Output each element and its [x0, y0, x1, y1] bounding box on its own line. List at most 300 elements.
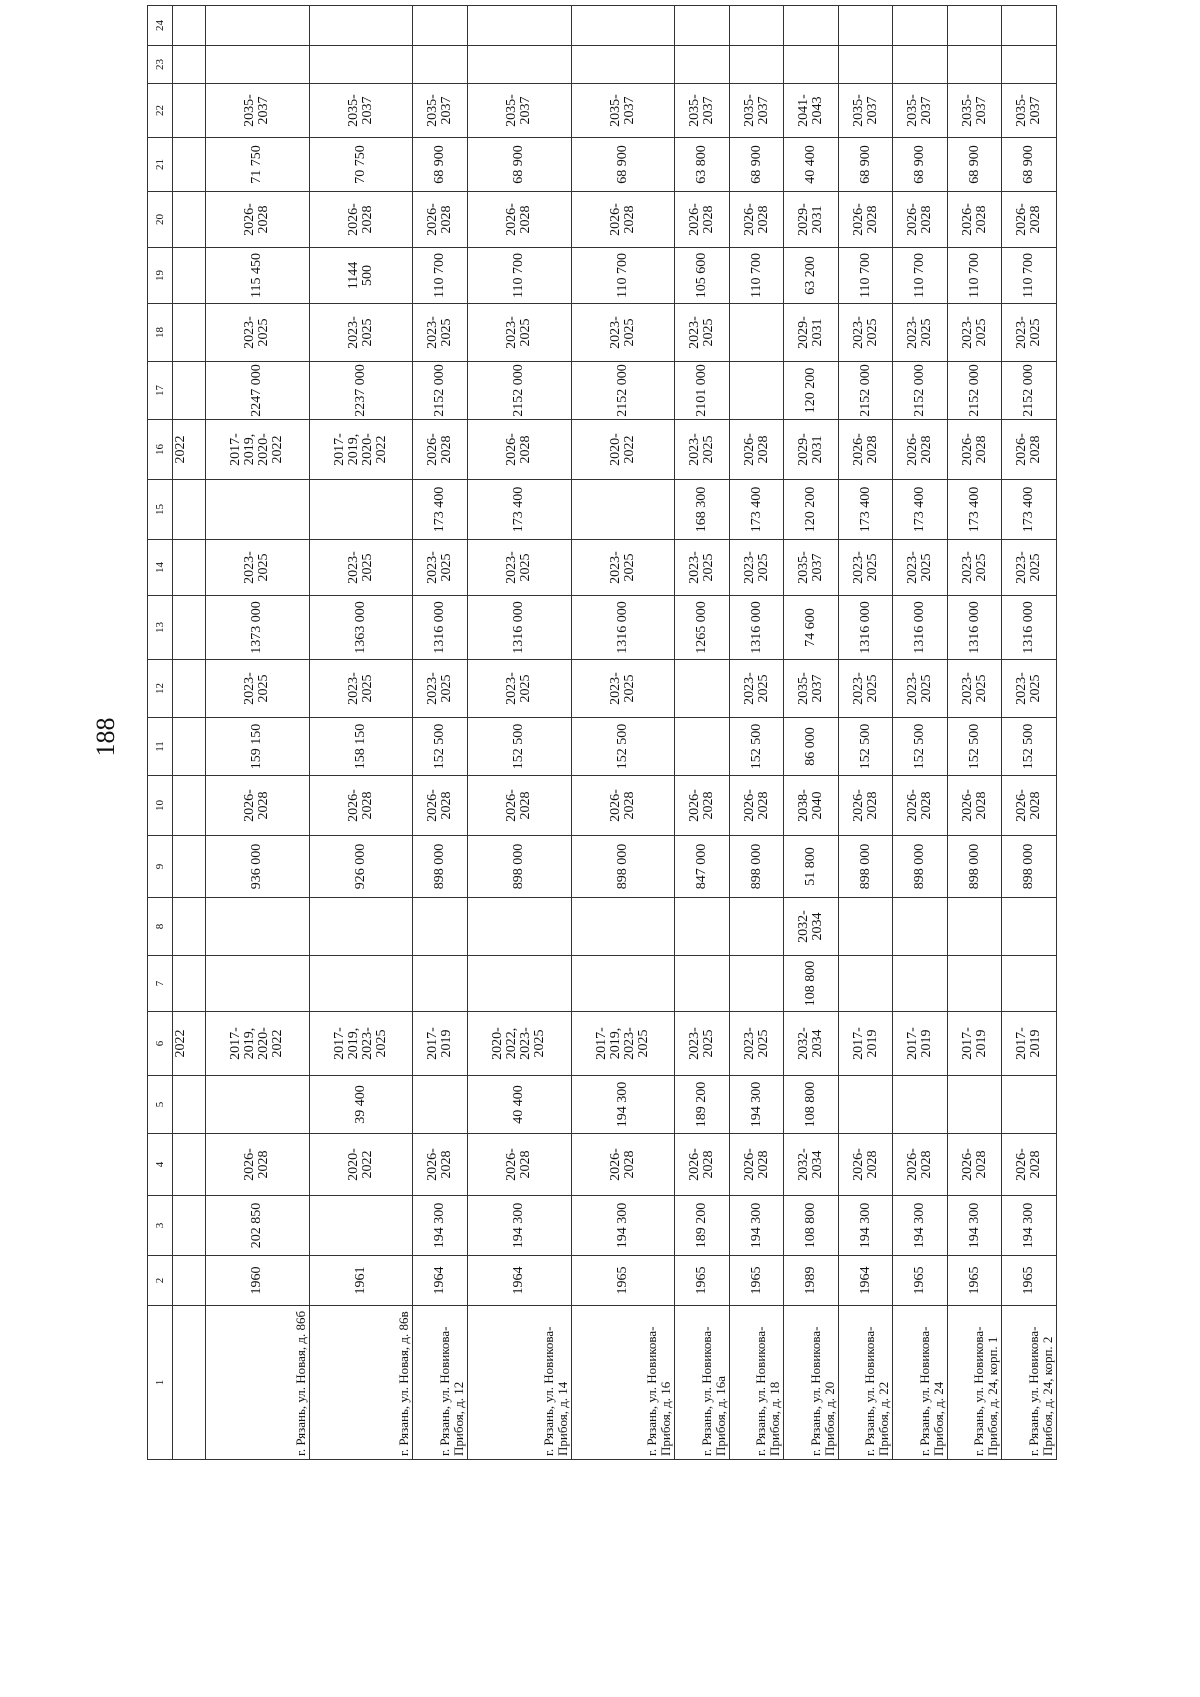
address-cell: г. Рязань, ул. Новая, д. 86в — [309, 1306, 413, 1460]
value-cell: 2152 000 — [467, 362, 571, 420]
value-cell: 2017-2019 — [947, 1012, 1002, 1076]
value-cell: 68 900 — [413, 138, 468, 192]
value-cell: 152 500 — [893, 718, 948, 776]
value-cell: 1965 — [1002, 1256, 1057, 1306]
value-cell: 1316 000 — [1002, 596, 1057, 660]
value-cell: 2032-2034 — [784, 1012, 839, 1076]
value-cell: 194 300 — [729, 1076, 784, 1134]
value-cell: 2035-2037 — [1002, 84, 1057, 138]
value-cell: 152 500 — [467, 718, 571, 776]
value-cell: 2023-2025 — [413, 540, 468, 596]
value-cell: 898 000 — [893, 836, 948, 898]
value-cell: 2026-2028 — [413, 192, 468, 248]
value-cell: 2035-2037 — [675, 84, 730, 138]
value-cell — [893, 898, 948, 956]
year-cell — [173, 46, 206, 84]
value-cell — [675, 898, 730, 956]
value-cell: 2101 000 — [675, 362, 730, 420]
value-cell — [571, 46, 675, 84]
value-cell — [467, 898, 571, 956]
table-row — [206, 6, 310, 1460]
value-cell: 2026-2028 — [838, 1134, 893, 1196]
value-cell — [947, 956, 1002, 1012]
value-cell: 40 400 — [467, 1076, 571, 1134]
value-cell: 2026-2028 — [838, 776, 893, 836]
value-cell: 108 800 — [784, 1076, 839, 1134]
value-cell — [206, 1076, 310, 1134]
address-cell: г. Рязань, ул. Новикова-Прибоя, д. 24 — [893, 1306, 948, 1460]
value-cell: 74 600 — [784, 596, 839, 660]
value-cell: 1316 000 — [893, 596, 948, 660]
year-cell — [173, 304, 206, 362]
value-cell: 2020-2022, 2023-2025 — [467, 1012, 571, 1076]
value-cell: 2026-2028 — [206, 1134, 310, 1196]
value-cell — [309, 898, 413, 956]
column-number-cell: 16 — [148, 420, 173, 480]
value-cell: 2023-2025 — [571, 540, 675, 596]
value-cell — [947, 1076, 1002, 1134]
value-cell: 110 700 — [571, 248, 675, 304]
address-cell: г. Рязань, ул. Новикова-Прибоя, д. 24, корп. 1 — [947, 1306, 1002, 1460]
column-number-row — [148, 6, 173, 1460]
value-cell: 2023-2025 — [729, 1012, 784, 1076]
value-cell: 1965 — [947, 1256, 1002, 1306]
column-number-cell: 15 — [148, 480, 173, 540]
value-cell: 1965 — [729, 1256, 784, 1306]
value-cell: 2023-2025 — [675, 304, 730, 362]
value-cell: 2023-2025 — [675, 1012, 730, 1076]
value-cell: 2026-2028 — [947, 420, 1002, 480]
column-number-cell: 17 — [148, 362, 173, 420]
value-cell: 68 900 — [947, 138, 1002, 192]
value-cell — [675, 956, 730, 1012]
value-cell: 39 400 — [309, 1076, 413, 1134]
value-cell: 40 400 — [784, 138, 839, 192]
column-number-cell: 14 — [148, 540, 173, 596]
value-cell: 2023-2025 — [206, 304, 310, 362]
value-cell: 2023-2025 — [729, 540, 784, 596]
table-row — [467, 6, 571, 1460]
value-cell: 86 000 — [784, 718, 839, 776]
value-cell — [1002, 6, 1057, 46]
value-cell: 2026-2028 — [413, 1134, 468, 1196]
value-cell: 1144 500 — [309, 248, 413, 304]
table-row — [784, 6, 839, 1460]
value-cell: 2023-2025 — [413, 304, 468, 362]
value-cell: 173 400 — [467, 480, 571, 540]
value-cell: 194 300 — [893, 1196, 948, 1256]
value-cell — [571, 956, 675, 1012]
table-row — [947, 6, 1002, 1460]
column-number-cell: 2 — [148, 1256, 173, 1306]
value-cell — [571, 480, 675, 540]
value-cell — [1002, 956, 1057, 1012]
column-number-cell: 10 — [148, 776, 173, 836]
value-cell — [729, 6, 784, 46]
value-cell: 68 900 — [1002, 138, 1057, 192]
value-cell: 1316 000 — [571, 596, 675, 660]
value-cell: 158 150 — [309, 718, 413, 776]
year-cell — [173, 596, 206, 660]
value-cell — [206, 480, 310, 540]
value-cell: 2020-2022 — [571, 420, 675, 480]
value-cell: 71 750 — [206, 138, 310, 192]
value-cell: 2026-2028 — [206, 776, 310, 836]
value-cell: 194 300 — [467, 1196, 571, 1256]
value-cell: 926 000 — [309, 836, 413, 898]
value-cell: 2023-2025 — [467, 540, 571, 596]
value-cell: 2026-2028 — [947, 1134, 1002, 1196]
value-cell: 2023-2025 — [838, 540, 893, 596]
value-cell: 898 000 — [571, 836, 675, 898]
year-cell: 2022 — [173, 420, 206, 480]
value-cell — [206, 46, 310, 84]
value-cell: 2023-2025 — [1002, 660, 1057, 718]
value-cell: 2017-2019, 2020-2022 — [206, 1012, 310, 1076]
value-cell: 2017-2019, 2023-2025 — [571, 1012, 675, 1076]
value-cell: 2035-2037 — [413, 84, 468, 138]
value-cell — [893, 6, 948, 46]
value-cell: 2017-2019, 2020-2022 — [309, 420, 413, 480]
value-cell: 63 200 — [784, 248, 839, 304]
value-cell: 152 500 — [571, 718, 675, 776]
table-row — [1002, 6, 1057, 1460]
value-cell: 2026-2028 — [1002, 1134, 1057, 1196]
value-cell: 2247 000 — [206, 362, 310, 420]
value-cell: 1965 — [675, 1256, 730, 1306]
value-cell: 2026-2028 — [838, 192, 893, 248]
value-cell: 2023-2025 — [838, 660, 893, 718]
value-cell: 898 000 — [838, 836, 893, 898]
value-cell: 2152 000 — [413, 362, 468, 420]
value-cell: 2017-2019, 2020-2022 — [206, 420, 310, 480]
column-number-cell: 24 — [148, 6, 173, 46]
value-cell: 2026-2028 — [571, 776, 675, 836]
year-cell — [173, 776, 206, 836]
value-cell — [413, 6, 468, 46]
value-cell: 189 200 — [675, 1076, 730, 1134]
value-cell: 2026-2028 — [729, 1134, 784, 1196]
value-cell — [838, 46, 893, 84]
value-cell — [206, 956, 310, 1012]
value-cell: 2017-2019 — [838, 1012, 893, 1076]
value-cell — [675, 660, 730, 718]
value-cell — [784, 46, 839, 84]
value-cell: 2026-2028 — [947, 192, 1002, 248]
address-cell: г. Рязань, ул. Новикова-Прибоя, д. 20 — [784, 1306, 839, 1460]
year-cell — [173, 84, 206, 138]
value-cell: 68 900 — [571, 138, 675, 192]
value-cell: 2017-2019, 2023-2025 — [309, 1012, 413, 1076]
value-cell — [893, 1076, 948, 1134]
year-cell — [173, 1076, 206, 1134]
column-number-cell: 12 — [148, 660, 173, 718]
value-cell — [893, 46, 948, 84]
value-cell — [838, 6, 893, 46]
value-cell: 120 200 — [784, 480, 839, 540]
value-cell: 68 900 — [467, 138, 571, 192]
value-cell — [467, 6, 571, 46]
column-number-cell: 7 — [148, 956, 173, 1012]
value-cell — [729, 956, 784, 1012]
value-cell — [675, 46, 730, 84]
value-cell — [675, 6, 730, 46]
value-cell: 173 400 — [838, 480, 893, 540]
value-cell: 152 500 — [947, 718, 1002, 776]
value-cell — [309, 1196, 413, 1256]
value-cell: 2152 000 — [571, 362, 675, 420]
value-cell: 2038-2040 — [784, 776, 839, 836]
value-cell: 2035-2037 — [784, 540, 839, 596]
address-cell: г. Рязань, ул. Новикова-Прибоя, д. 18 — [729, 1306, 784, 1460]
value-cell — [893, 956, 948, 1012]
value-cell — [571, 898, 675, 956]
value-cell: 152 500 — [1002, 718, 1057, 776]
value-cell — [309, 6, 413, 46]
value-cell: 2023-2025 — [947, 540, 1002, 596]
value-cell — [413, 46, 468, 84]
value-cell: 2023-2025 — [729, 660, 784, 718]
value-cell — [413, 1076, 468, 1134]
value-cell: 110 700 — [413, 248, 468, 304]
value-cell — [729, 46, 784, 84]
value-cell — [947, 898, 1002, 956]
year-cell — [173, 660, 206, 718]
value-cell — [675, 718, 730, 776]
table-row — [309, 6, 413, 1460]
value-cell: 120 200 — [784, 362, 839, 420]
value-cell: 1961 — [309, 1256, 413, 1306]
year-cell — [173, 480, 206, 540]
value-cell: 194 300 — [571, 1196, 675, 1256]
table-row — [893, 6, 948, 1460]
value-cell: 2023-2025 — [467, 660, 571, 718]
value-cell: 1316 000 — [838, 596, 893, 660]
value-cell — [729, 898, 784, 956]
value-cell: 2026-2028 — [675, 192, 730, 248]
value-cell: 2026-2028 — [467, 192, 571, 248]
value-cell: 2026-2028 — [413, 420, 468, 480]
value-cell: 2237 000 — [309, 362, 413, 420]
value-cell: 152 500 — [729, 718, 784, 776]
value-cell — [838, 1076, 893, 1134]
value-cell: 152 500 — [413, 718, 468, 776]
column-number-cell: 21 — [148, 138, 173, 192]
year-cell — [173, 718, 206, 776]
column-number-cell: 13 — [148, 596, 173, 660]
value-cell — [206, 6, 310, 46]
value-cell: 898 000 — [1002, 836, 1057, 898]
address-cell: г. Рязань, ул. Новикова-Прибоя, д. 16 — [571, 1306, 675, 1460]
data-table — [147, 5, 1057, 1460]
value-cell — [1002, 46, 1057, 84]
value-cell — [1002, 1076, 1057, 1134]
value-cell — [838, 956, 893, 1012]
year-cell — [173, 540, 206, 596]
value-cell: 847 000 — [675, 836, 730, 898]
value-cell: 1964 — [467, 1256, 571, 1306]
value-cell: 2026-2028 — [893, 420, 948, 480]
year-cell — [173, 898, 206, 956]
value-cell: 2152 000 — [947, 362, 1002, 420]
column-number-cell: 23 — [148, 46, 173, 84]
value-cell — [947, 6, 1002, 46]
value-cell: 173 400 — [1002, 480, 1057, 540]
value-cell: 2035-2037 — [838, 84, 893, 138]
address-cell: г. Рязань, ул. Новикова-Прибоя, д. 12 — [413, 1306, 468, 1460]
year-cell — [173, 956, 206, 1012]
column-number-cell: 20 — [148, 192, 173, 248]
value-cell: 2026-2028 — [571, 192, 675, 248]
value-cell: 2026-2028 — [947, 776, 1002, 836]
value-cell: 110 700 — [1002, 248, 1057, 304]
value-cell: 1964 — [413, 1256, 468, 1306]
value-cell: 2035-2037 — [893, 84, 948, 138]
year-cell — [173, 192, 206, 248]
address-cell: г. Рязань, ул. Новикова-Прибоя, д. 24, корп. 2 — [1002, 1306, 1057, 1460]
value-cell: 2026-2028 — [729, 192, 784, 248]
value-cell: 2035-2037 — [784, 660, 839, 718]
value-cell: 2026-2028 — [413, 776, 468, 836]
table-row — [413, 6, 468, 1460]
value-cell: 2035-2037 — [571, 84, 675, 138]
value-cell: 898 000 — [947, 836, 1002, 898]
value-cell — [413, 898, 468, 956]
value-cell — [729, 362, 784, 420]
column-number-cell: 3 — [148, 1196, 173, 1256]
value-cell: 898 000 — [413, 836, 468, 898]
value-cell: 68 900 — [729, 138, 784, 192]
page-number: 188 — [91, 717, 120, 757]
value-cell — [1002, 898, 1057, 956]
value-cell: 202 850 — [206, 1196, 310, 1256]
value-cell: 2017-2019 — [413, 1012, 468, 1076]
value-cell: 1316 000 — [947, 596, 1002, 660]
value-cell: 2041-2043 — [784, 84, 839, 138]
table-row — [729, 6, 784, 1460]
year-cell — [173, 6, 206, 46]
value-cell: 2023-2025 — [893, 660, 948, 718]
value-cell: 2026-2028 — [1002, 420, 1057, 480]
value-cell: 194 300 — [947, 1196, 1002, 1256]
value-cell: 2026-2028 — [467, 420, 571, 480]
column-number-cell: 1 — [148, 1306, 173, 1460]
year-cell: 2022 — [173, 1012, 206, 1076]
value-cell: 173 400 — [729, 480, 784, 540]
value-cell: 110 700 — [947, 248, 1002, 304]
value-cell: 2029-2031 — [784, 420, 839, 480]
value-cell: 70 750 — [309, 138, 413, 192]
value-cell — [838, 898, 893, 956]
value-cell — [309, 46, 413, 84]
value-cell: 2020-2022 — [309, 1134, 413, 1196]
value-cell: 2152 000 — [1002, 362, 1057, 420]
value-cell: 1965 — [893, 1256, 948, 1306]
table-row — [571, 6, 675, 1460]
value-cell — [729, 304, 784, 362]
value-cell: 194 300 — [1002, 1196, 1057, 1256]
value-cell: 108 800 — [784, 956, 839, 1012]
value-cell: 1316 000 — [729, 596, 784, 660]
value-cell: 105 600 — [675, 248, 730, 304]
year-cell — [173, 362, 206, 420]
value-cell: 2026-2028 — [1002, 776, 1057, 836]
value-cell: 2152 000 — [838, 362, 893, 420]
value-cell: 2026-2028 — [729, 776, 784, 836]
column-number-cell: 11 — [148, 718, 173, 776]
year-cell — [173, 248, 206, 304]
value-cell: 1964 — [838, 1256, 893, 1306]
value-cell: 2026-2028 — [309, 776, 413, 836]
value-cell: 1373 000 — [206, 596, 310, 660]
value-cell: 68 900 — [838, 138, 893, 192]
value-cell: 2029-2031 — [784, 304, 839, 362]
value-cell: 2026-2028 — [1002, 192, 1057, 248]
value-cell: 1265 000 — [675, 596, 730, 660]
value-cell: 194 300 — [571, 1076, 675, 1134]
value-cell: 110 700 — [893, 248, 948, 304]
year-row — [173, 6, 206, 1460]
value-cell: 2032-2034 — [784, 1134, 839, 1196]
value-cell: 936 000 — [206, 836, 310, 898]
value-cell: 168 300 — [675, 480, 730, 540]
year-cell — [173, 138, 206, 192]
column-number-cell: 22 — [148, 84, 173, 138]
year-cell — [173, 1134, 206, 1196]
column-number-cell: 19 — [148, 248, 173, 304]
value-cell: 2026-2028 — [571, 1134, 675, 1196]
value-cell: 2023-2025 — [1002, 304, 1057, 362]
column-number-cell: 4 — [148, 1134, 173, 1196]
value-cell: 898 000 — [729, 836, 784, 898]
value-cell: 2023-2025 — [838, 304, 893, 362]
value-cell: 2017-2019 — [893, 1012, 948, 1076]
value-cell: 159 150 — [206, 718, 310, 776]
value-cell — [309, 480, 413, 540]
value-cell: 2023-2025 — [675, 540, 730, 596]
value-cell — [467, 956, 571, 1012]
value-cell: 2023-2025 — [947, 304, 1002, 362]
value-cell: 2023-2025 — [571, 660, 675, 718]
value-cell: 2035-2037 — [947, 84, 1002, 138]
value-cell — [947, 46, 1002, 84]
value-cell — [413, 956, 468, 1012]
value-cell: 1363 000 — [309, 596, 413, 660]
value-cell: 51 800 — [784, 836, 839, 898]
value-cell: 2026-2028 — [206, 192, 310, 248]
value-cell: 2023-2025 — [675, 420, 730, 480]
value-cell: 194 300 — [729, 1196, 784, 1256]
value-cell — [571, 6, 675, 46]
value-cell: 2023-2025 — [947, 660, 1002, 718]
year-cell — [173, 1306, 206, 1460]
value-cell: 2029-2031 — [784, 192, 839, 248]
value-cell: 2023-2025 — [206, 540, 310, 596]
value-cell: 2023-2025 — [571, 304, 675, 362]
value-cell: 2152 000 — [893, 362, 948, 420]
table-container — [147, 20, 1057, 1460]
value-cell: 2023-2025 — [206, 660, 310, 718]
column-number-cell: 8 — [148, 898, 173, 956]
value-cell: 2026-2028 — [675, 1134, 730, 1196]
value-cell: 2023-2025 — [309, 540, 413, 596]
value-cell — [467, 46, 571, 84]
value-cell: 2035-2037 — [309, 84, 413, 138]
value-cell: 2026-2028 — [729, 420, 784, 480]
value-cell: 63 800 — [675, 138, 730, 192]
value-cell: 2026-2028 — [893, 776, 948, 836]
value-cell: 194 300 — [838, 1196, 893, 1256]
